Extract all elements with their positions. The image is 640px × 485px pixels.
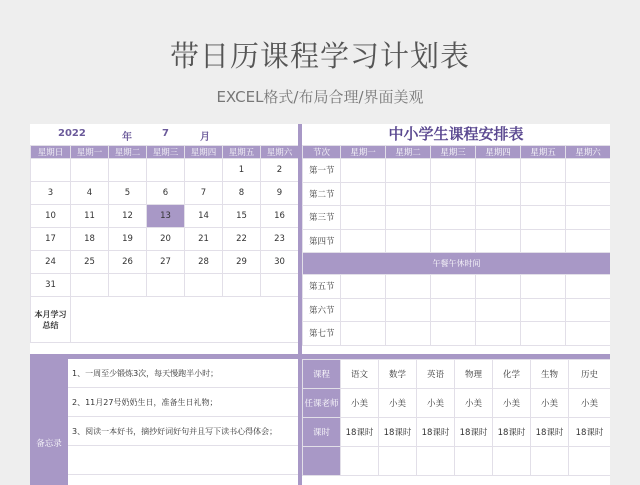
schedule-cell[interactable] xyxy=(521,159,566,183)
period-label: 第三节 xyxy=(303,206,341,230)
subject-table xyxy=(302,359,610,476)
calendar-day-cell[interactable]: 14 xyxy=(185,205,223,228)
memo-label-text: 备忘录 xyxy=(36,439,62,449)
schedule-cell[interactable] xyxy=(431,206,476,230)
schedule-cell[interactable] xyxy=(386,275,431,299)
subject-cell[interactable]: 生物 xyxy=(531,360,569,389)
memo-list xyxy=(68,359,298,475)
subject-cell[interactable] xyxy=(569,447,611,476)
schedule-header: 星期三 xyxy=(431,146,476,159)
schedule-cell[interactable] xyxy=(566,159,611,183)
period-label: 第七节 xyxy=(303,322,341,346)
schedule-header: 星期六 xyxy=(566,146,611,159)
subject-row-label: 课程 xyxy=(303,360,341,389)
schedule-cell[interactable] xyxy=(386,298,431,322)
period-label: 第五节 xyxy=(303,275,341,299)
calendar-day-cell[interactable]: 11 xyxy=(71,205,109,228)
calendar-day-cell[interactable]: 7 xyxy=(185,182,223,205)
teacher-cell[interactable]: 小美 xyxy=(455,389,493,418)
calendar-day-cell[interactable]: 12 xyxy=(109,205,147,228)
schedule-cell[interactable] xyxy=(566,206,611,230)
calendar-date-header xyxy=(30,124,298,144)
month-label: 月 xyxy=(200,132,210,143)
planner-sheet xyxy=(30,124,610,485)
schedule-cell[interactable] xyxy=(476,206,521,230)
calendar-day-cell[interactable]: 30 xyxy=(261,251,299,274)
calendar-day-cell[interactable]: 1 xyxy=(223,159,261,182)
calendar-day-cell[interactable]: 2 xyxy=(261,159,299,182)
schedule-cell[interactable] xyxy=(566,275,611,299)
subject-cell[interactable]: 化学 xyxy=(493,360,531,389)
schedule-header: 星期五 xyxy=(521,146,566,159)
schedule-cell[interactable] xyxy=(341,182,386,206)
calendar-day-cell[interactable]: 10 xyxy=(31,205,71,228)
calendar-day-cell[interactable]: 4 xyxy=(71,182,109,205)
calendar-day-cell[interactable]: 6 xyxy=(147,182,185,205)
schedule-header: 星期二 xyxy=(386,146,431,159)
schedule-cell[interactable] xyxy=(476,275,521,299)
schedule-table xyxy=(302,145,610,346)
schedule-cell[interactable] xyxy=(431,182,476,206)
subject-cell[interactable]: 数学 xyxy=(379,360,417,389)
schedule-cell[interactable] xyxy=(521,298,566,322)
lunch-break-row: 午餐午休时间 xyxy=(303,253,611,275)
calendar-day-cell[interactable]: 26 xyxy=(109,251,147,274)
calendar-day-cell[interactable] xyxy=(147,274,185,297)
schedule-cell[interactable] xyxy=(521,322,566,346)
schedule-cell[interactable] xyxy=(431,298,476,322)
memo-item[interactable]: 2、11月27号奶奶生日，准备生日礼物； xyxy=(68,388,298,417)
subject-row-label: 任课老师 xyxy=(303,389,341,418)
teacher-cell[interactable]: 小美 xyxy=(569,389,611,418)
calendar-day-cell[interactable]: 15 xyxy=(223,205,261,228)
period-label: 第六节 xyxy=(303,298,341,322)
calendar-day-cell[interactable]: 29 xyxy=(223,251,261,274)
schedule-cell[interactable] xyxy=(386,229,431,253)
schedule-cell[interactable] xyxy=(386,206,431,230)
calendar-day-cell[interactable] xyxy=(185,159,223,182)
calendar-day-cell[interactable]: 31 xyxy=(31,274,71,297)
calendar-day-cell-highlighted[interactable]: 13 xyxy=(147,205,185,228)
subject-cell[interactable] xyxy=(379,447,417,476)
memo-label xyxy=(30,359,68,485)
calendar-day-cell[interactable]: 18 xyxy=(71,228,109,251)
schedule-cell[interactable] xyxy=(566,298,611,322)
calendar-day-cell[interactable] xyxy=(109,159,147,182)
calendar-day-cell[interactable] xyxy=(71,159,109,182)
calendar-table xyxy=(30,145,299,343)
schedule-cell[interactable] xyxy=(521,206,566,230)
subject-row-label: 课时 xyxy=(303,418,341,447)
schedule-cell[interactable] xyxy=(431,159,476,183)
calendar-day-cell[interactable]: 8 xyxy=(223,182,261,205)
calendar-day-cell[interactable]: 19 xyxy=(109,228,147,251)
subject-cell[interactable]: 语文 xyxy=(341,360,379,389)
hours-cell[interactable]: 18课时 xyxy=(493,418,531,447)
calendar-day-cell[interactable]: 5 xyxy=(109,182,147,205)
schedule-title: 中小学生课程安排表 xyxy=(388,125,524,143)
memo-item[interactable]: 3、阅读一本好书，摘抄好词好句并且写下读书心得体会； xyxy=(68,417,298,446)
calendar-day-cell[interactable] xyxy=(71,274,109,297)
schedule-cell[interactable] xyxy=(386,159,431,183)
memo-item-empty[interactable] xyxy=(68,446,298,475)
schedule-header: 节次 xyxy=(303,146,341,159)
weekday-header: 星期日 xyxy=(31,146,71,159)
monthly-summary-input[interactable] xyxy=(71,297,299,343)
calendar-day-cell[interactable]: 25 xyxy=(71,251,109,274)
subject-row-label xyxy=(303,447,341,476)
page-title: 带日历课程学习计划表 xyxy=(169,39,470,73)
teacher-cell[interactable]: 小美 xyxy=(379,389,417,418)
hours-cell[interactable]: 18课时 xyxy=(417,418,455,447)
weekday-header: 星期一 xyxy=(71,146,109,159)
schedule-cell[interactable] xyxy=(386,182,431,206)
period-label: 第一节 xyxy=(303,159,341,183)
hours-cell[interactable]: 18课时 xyxy=(341,418,379,447)
teacher-cell[interactable]: 小美 xyxy=(531,389,569,418)
schedule-cell[interactable] xyxy=(521,275,566,299)
subject-cell[interactable]: 英语 xyxy=(417,360,455,389)
month-value[interactable]: 7 xyxy=(162,128,169,139)
schedule-cell[interactable] xyxy=(341,322,386,346)
subject-cell[interactable] xyxy=(417,447,455,476)
schedule-cell[interactable] xyxy=(386,322,431,346)
weekday-header: 星期三 xyxy=(147,146,185,159)
year-value[interactable]: 2022 xyxy=(58,128,86,139)
schedule-cell[interactable] xyxy=(566,182,611,206)
schedule-cell[interactable] xyxy=(341,298,386,322)
teacher-cell[interactable]: 小美 xyxy=(493,389,531,418)
calendar-day-cell[interactable]: 20 xyxy=(147,228,185,251)
subject-cell[interactable] xyxy=(531,447,569,476)
weekday-header: 星期六 xyxy=(261,146,299,159)
schedule-cell[interactable] xyxy=(521,182,566,206)
hours-cell[interactable]: 18课时 xyxy=(379,418,417,447)
schedule-cell[interactable] xyxy=(431,275,476,299)
schedule-cell[interactable] xyxy=(341,159,386,183)
schedule-header: 星期一 xyxy=(341,146,386,159)
period-label: 第二节 xyxy=(303,182,341,206)
subject-cell[interactable]: 历史 xyxy=(569,360,611,389)
calendar-day-cell[interactable]: 3 xyxy=(31,182,71,205)
calendar-day-cell[interactable] xyxy=(147,159,185,182)
schedule-cell[interactable] xyxy=(341,275,386,299)
year-label: 年 xyxy=(122,132,132,143)
schedule-cell[interactable] xyxy=(476,229,521,253)
calendar-day-cell[interactable]: 16 xyxy=(261,205,299,228)
schedule-cell[interactable] xyxy=(476,298,521,322)
calendar-day-cell[interactable] xyxy=(109,274,147,297)
hours-cell[interactable]: 18课时 xyxy=(455,418,493,447)
calendar-day-cell[interactable]: 22 xyxy=(223,228,261,251)
calendar-day-cell[interactable]: 17 xyxy=(31,228,71,251)
schedule-cell[interactable] xyxy=(566,229,611,253)
schedule-cell[interactable] xyxy=(476,159,521,183)
page-subtitle: EXCEL格式/布局合理/界面美观 xyxy=(216,88,424,106)
schedule-cell[interactable] xyxy=(431,229,476,253)
calendar-day-cell[interactable]: 27 xyxy=(147,251,185,274)
subject-cell[interactable] xyxy=(455,447,493,476)
hours-cell[interactable]: 18课时 xyxy=(569,418,611,447)
calendar-day-cell[interactable]: 28 xyxy=(185,251,223,274)
calendar-day-cell[interactable]: 9 xyxy=(261,182,299,205)
schedule-header: 星期四 xyxy=(476,146,521,159)
memo-item[interactable]: 1、一周至少锻炼3次，每天慢跑半小时； xyxy=(68,359,298,388)
calendar-day-cell[interactable] xyxy=(185,274,223,297)
schedule-cell[interactable] xyxy=(476,182,521,206)
calendar-day-cell[interactable] xyxy=(261,274,299,297)
teacher-cell[interactable]: 小美 xyxy=(417,389,455,418)
subject-cell[interactable] xyxy=(493,447,531,476)
calendar-day-cell[interactable]: 23 xyxy=(261,228,299,251)
schedule-cell[interactable] xyxy=(341,206,386,230)
monthly-summary-label: 本月学习总结 xyxy=(31,297,71,343)
calendar-day-cell[interactable] xyxy=(31,159,71,182)
subject-cell[interactable] xyxy=(341,447,379,476)
period-label: 第四节 xyxy=(303,229,341,253)
teacher-cell[interactable]: 小美 xyxy=(341,389,379,418)
weekday-header: 星期二 xyxy=(109,146,147,159)
calendar-day-cell[interactable]: 21 xyxy=(185,228,223,251)
schedule-cell[interactable] xyxy=(431,322,476,346)
schedule-cell[interactable] xyxy=(476,322,521,346)
calendar-day-cell[interactable]: 24 xyxy=(31,251,71,274)
schedule-cell[interactable] xyxy=(566,322,611,346)
calendar-day-cell[interactable] xyxy=(223,274,261,297)
hours-cell[interactable]: 18课时 xyxy=(531,418,569,447)
weekday-header: 星期四 xyxy=(185,146,223,159)
weekday-header: 星期五 xyxy=(223,146,261,159)
schedule-cell[interactable] xyxy=(341,229,386,253)
schedule-cell[interactable] xyxy=(521,229,566,253)
subject-cell[interactable]: 物理 xyxy=(455,360,493,389)
